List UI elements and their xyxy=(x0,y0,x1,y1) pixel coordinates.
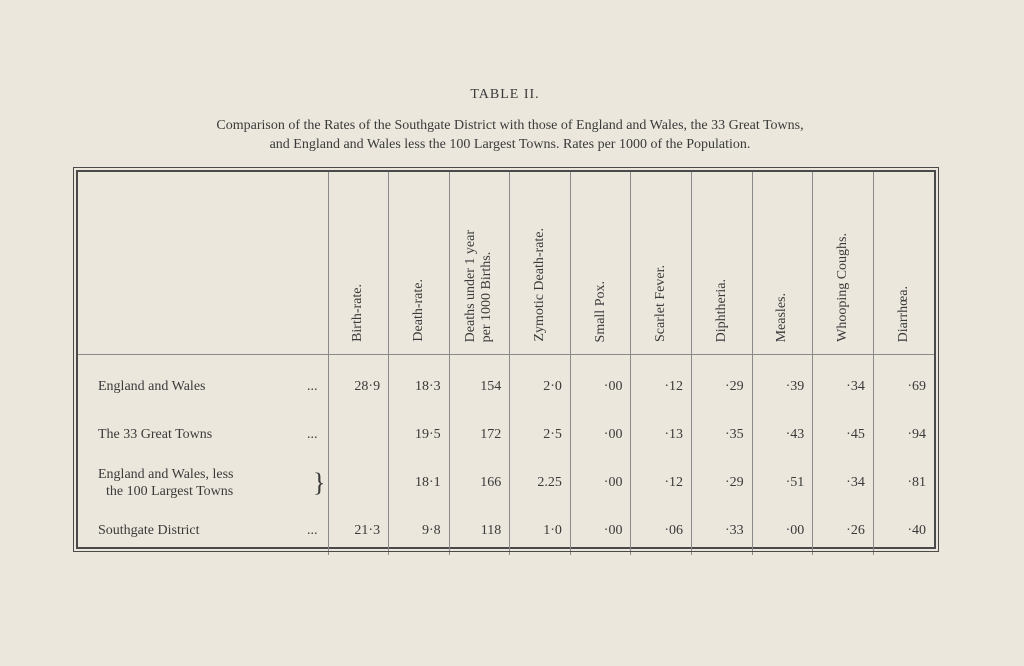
cell: ·39 xyxy=(752,355,813,412)
cell: ·35 xyxy=(692,411,753,459)
cell: ·00 xyxy=(570,411,631,459)
cell: 21·3 xyxy=(328,507,389,555)
caption-line-2: and England and Wales less the 100 Largest Towns. Rates per 1000 of the Population. xyxy=(269,137,751,152)
header-scarlet-fever: Scarlet Fever. xyxy=(631,172,692,355)
header-diarrhoea: Diarrhœa. xyxy=(873,172,934,355)
cell: ·51 xyxy=(752,459,813,507)
rates-table-frame xyxy=(76,170,936,549)
cell: ·34 xyxy=(813,459,874,507)
cell: 18·1 xyxy=(389,459,450,507)
cell: ·26 xyxy=(813,507,874,555)
cell: ·43 xyxy=(752,411,813,459)
rates-table xyxy=(78,172,934,555)
row-label xyxy=(78,459,328,507)
table-title: TABLE II. xyxy=(470,87,540,102)
table-row xyxy=(78,459,934,507)
cell xyxy=(328,459,389,507)
header-deaths-under-1-line2: per 1000 Births. xyxy=(479,251,495,342)
cell: ·29 xyxy=(692,355,753,412)
cell: 118 xyxy=(449,507,510,555)
header-deaths-under-1 xyxy=(449,172,510,355)
cell: ·00 xyxy=(752,507,813,555)
row-label-line2: the 100 Largest Towns xyxy=(106,484,234,499)
cell: 172 xyxy=(449,411,510,459)
table-row xyxy=(78,355,934,412)
cell: ·00 xyxy=(570,355,631,412)
cell: ·81 xyxy=(873,459,934,507)
cell: ·94 xyxy=(873,411,934,459)
cell: 2·5 xyxy=(510,411,571,459)
cell: 166 xyxy=(449,459,510,507)
table-row xyxy=(78,411,934,459)
cell: ·13 xyxy=(631,411,692,459)
header-small-pox: Small Pox. xyxy=(570,172,631,355)
row-label: Southgate District ... xyxy=(98,523,318,538)
cell: ·33 xyxy=(692,507,753,555)
cell: 9·8 xyxy=(389,507,450,555)
cell: ·34 xyxy=(813,355,874,412)
cell xyxy=(328,411,389,459)
header-death-rate: Death-rate. xyxy=(389,172,450,355)
cell: 2·0 xyxy=(510,355,571,412)
cell: 2.25 xyxy=(510,459,571,507)
header-whooping-coughs: Whooping Coughs. xyxy=(813,172,874,355)
cell: 28·9 xyxy=(328,355,389,412)
table-caption xyxy=(40,116,980,154)
row-label-line1: England and Wales, less xyxy=(98,467,234,482)
header-diphtheria: Diphtheria. xyxy=(692,172,753,355)
cell: ·00 xyxy=(570,459,631,507)
cell: 1·0 xyxy=(510,507,571,555)
cell: ·06 xyxy=(631,507,692,555)
cell: ·69 xyxy=(873,355,934,412)
cell: ·12 xyxy=(631,355,692,412)
cell: ·12 xyxy=(631,459,692,507)
cell: ·45 xyxy=(813,411,874,459)
cell: 19·5 xyxy=(389,411,450,459)
row-label: The 33 Great Towns ... xyxy=(98,427,318,442)
header-blank xyxy=(78,172,328,355)
cell: 154 xyxy=(449,355,510,412)
cell: ·00 xyxy=(570,507,631,555)
header-zymotic: Zymotic Death-rate. xyxy=(510,172,571,355)
cell: ·40 xyxy=(873,507,934,555)
header-deaths-under-1-line1: Deaths under 1 year xyxy=(463,229,479,342)
brace-icon: } xyxy=(313,468,326,497)
row-label: England and Wales ... xyxy=(98,379,318,394)
header-row xyxy=(78,172,934,355)
caption-line-1: Comparison of the Rates of the Southgate District with those of England and Wales, the 33 Great Towns, xyxy=(216,118,804,133)
cell: ·29 xyxy=(692,459,753,507)
header-birth-rate: Birth-rate. xyxy=(328,172,389,355)
header-measles: Measles. xyxy=(752,172,813,355)
table-row xyxy=(78,507,934,555)
cell: 18·3 xyxy=(389,355,450,412)
